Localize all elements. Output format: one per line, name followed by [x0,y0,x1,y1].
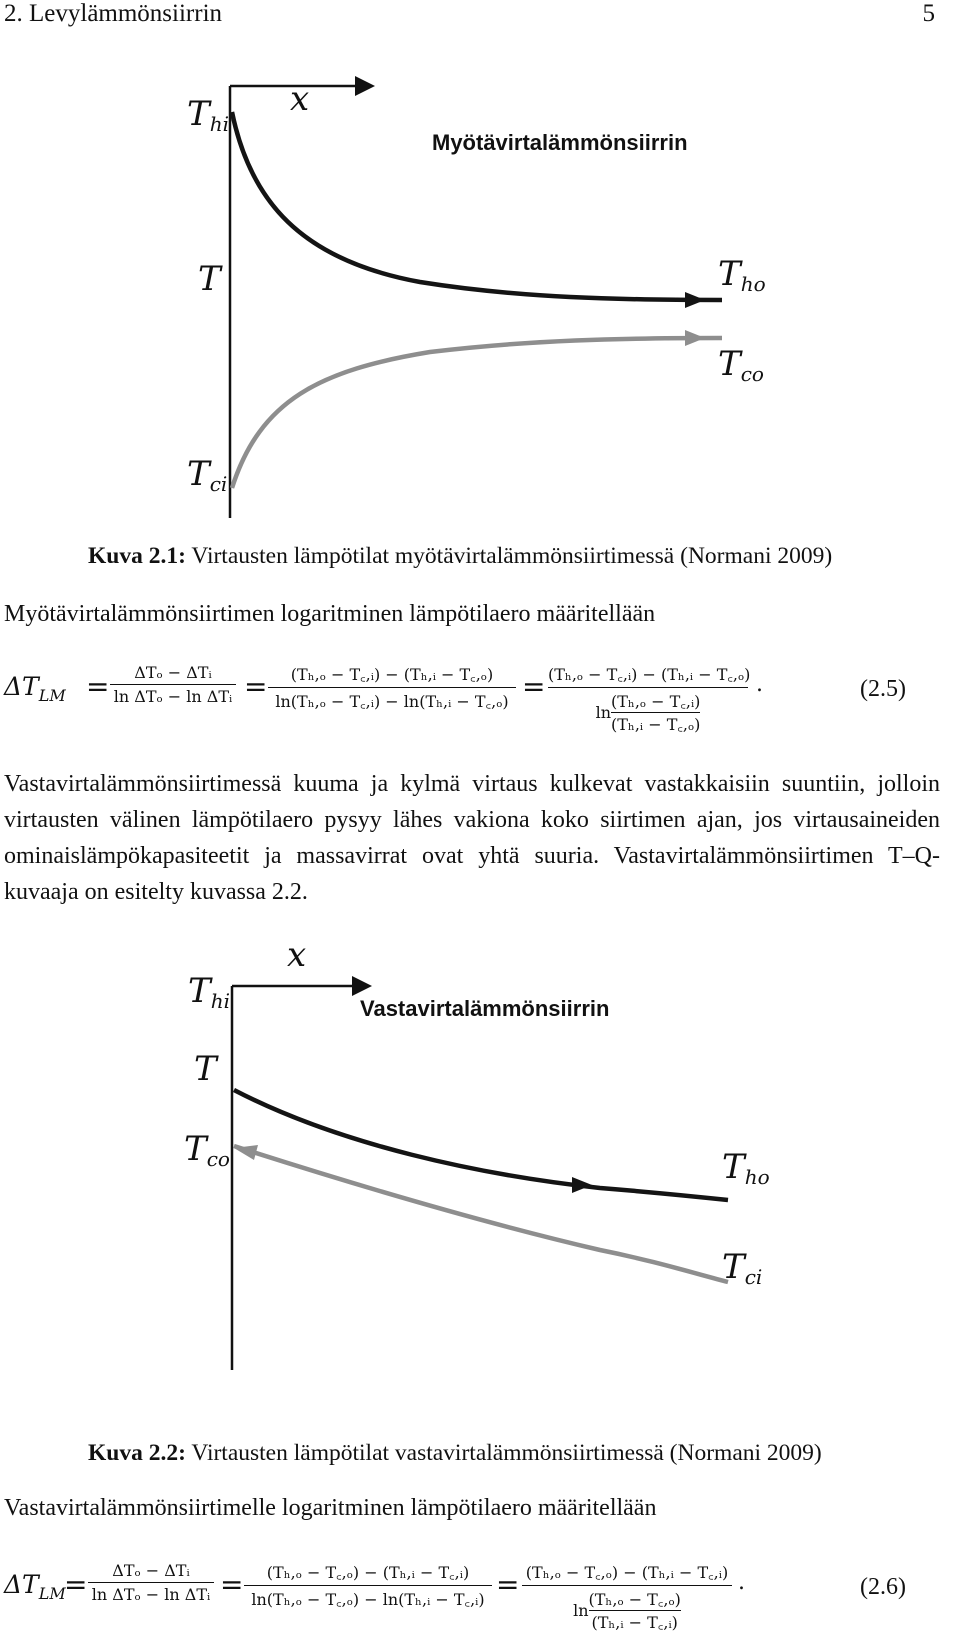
paragraph-3: Vastavirtalämmönsiirtimelle logaritminen lämpötilaero määritellään [4,1495,657,1521]
eq2-lhs: $\Delta T_{LM}$ [4,1570,66,1603]
figure1-title: Myötävirtalämmönsiirrin [432,130,688,155]
figure1-caption [88,543,832,570]
chapter-header: 2. Levylämmönsiirrin [4,0,223,27]
y-axis-label: T [194,1049,217,1089]
caption2-text: Virtausten lämpötilat vastavirtalämmönsiirtimessä (Normani 2009) [185,1440,822,1466]
label-hot-in: Thi [187,94,229,136]
caption1-text: Virtausten lämpötilat myötävirtalämmönsiirtimessä (Normani 2009) [185,543,833,569]
eq1-number: (2.5) [860,676,906,702]
hot-stream-curve [234,1090,728,1200]
figure-counter-flow-diagram [0,935,960,1420]
eq1-equals-2: = [244,670,268,703]
x-axis-label: x [287,935,307,975]
label-hot-out: Tho [722,1147,770,1189]
cold-flow-arrow-icon [685,330,705,346]
eq2-equals-2: = [220,1568,244,1601]
eq1-equals-3: = [522,670,546,703]
eq1-lhs: $\Delta T_{LM}$ [4,672,66,705]
x-axis-label: x [290,79,310,119]
label-cold-out: Tco [184,1129,230,1171]
label-cold-out: Tco [718,344,764,386]
eq2-equals-1: = [64,1568,88,1601]
paragraph-2: Vastavirtalämmönsiirtimessä kuuma ja kylmä virtaus kulkevat vastakkaisiin suuntiin, jolloin virtausten välinen lämpötilaero pysyy lähes vakiona koko siirtimen ajan, jos virtausaineiden ominaislämpökapasiteetit ja massavirrat ovat yhtä suuria. Vastavirtalämmönsiirtimen T–Q-kuvaaja on esitelty kuvassa 2.2. [4,771,940,905]
eq1-fraction-1: ΔTₒ − ΔTᵢ ln ΔTₒ − ln ΔTᵢ [110,663,236,706]
eq1-fraction-3: (Tₕ,ₒ − T꜀,ᵢ) − (Tₕ,ᵢ − T꜀,ₒ) ln (Tₕ,ₒ − T꜀,ᵢ) (Tₕ,ᵢ − T꜀,ₒ) [548,665,751,734]
x-axis-arrow-icon [352,976,372,996]
eq1-fraction-2: (Tₕ,ₒ − T꜀,ᵢ) − (Tₕ,ᵢ − T꜀,ₒ) ln(Tₕ,ₒ − T꜀,ᵢ) − ln(Tₕ,ᵢ − T꜀,ₒ) [268,663,516,712]
cold-stream-curve [234,1146,728,1282]
cold-stream-curve [232,338,722,488]
figure-parallel-flow-diagram [0,0,960,540]
eq2-fraction-2: (Tₕ,ₒ − T꜀,ₒ) − (Tₕ,ᵢ − T꜀,ᵢ) ln(Tₕ,ₒ − T꜀,ₒ) − ln(Tₕ,ᵢ − T꜀,ᵢ) [244,1561,492,1610]
hot-flow-arrow-icon [572,1177,592,1193]
eq2-fraction-1: ΔTₒ − ΔTᵢ ln ΔTₒ − ln ΔTᵢ [88,1561,214,1604]
label-hot-out: Tho [718,254,766,296]
label-hot-in: Thi [188,971,230,1013]
eq2-fraction-3: (Tₕ,ₒ − T꜀,ₒ) − (Tₕ,ᵢ − T꜀,ᵢ) ln (Tₕ,ₒ − T꜀,ₒ) (Tₕ,ᵢ − T꜀,ᵢ) [522,1561,732,1633]
label-cold-in: Tci [187,454,228,496]
eq2-number: (2.6) [860,1574,906,1600]
caption2-label: Kuva 2.2: [88,1440,186,1466]
hot-flow-arrow-icon [685,292,705,308]
eq1-equals-1: = [86,670,110,703]
x-axis-arrow-icon [355,76,375,96]
label-cold-in: Tci [722,1247,763,1289]
figure2-title: Vastavirtalämmönsiirrin [360,996,610,1021]
y-axis-label: T [198,259,221,299]
caption1-label: Kuva 2.1: [88,543,186,569]
figure2-caption [88,1440,822,1467]
paragraph-1: Myötävirtalämmönsiirtimen logaritminen lämpötilaero määritellään [4,601,656,627]
page-number: 5 [922,0,935,27]
eq2-equals-3: = [496,1568,520,1601]
